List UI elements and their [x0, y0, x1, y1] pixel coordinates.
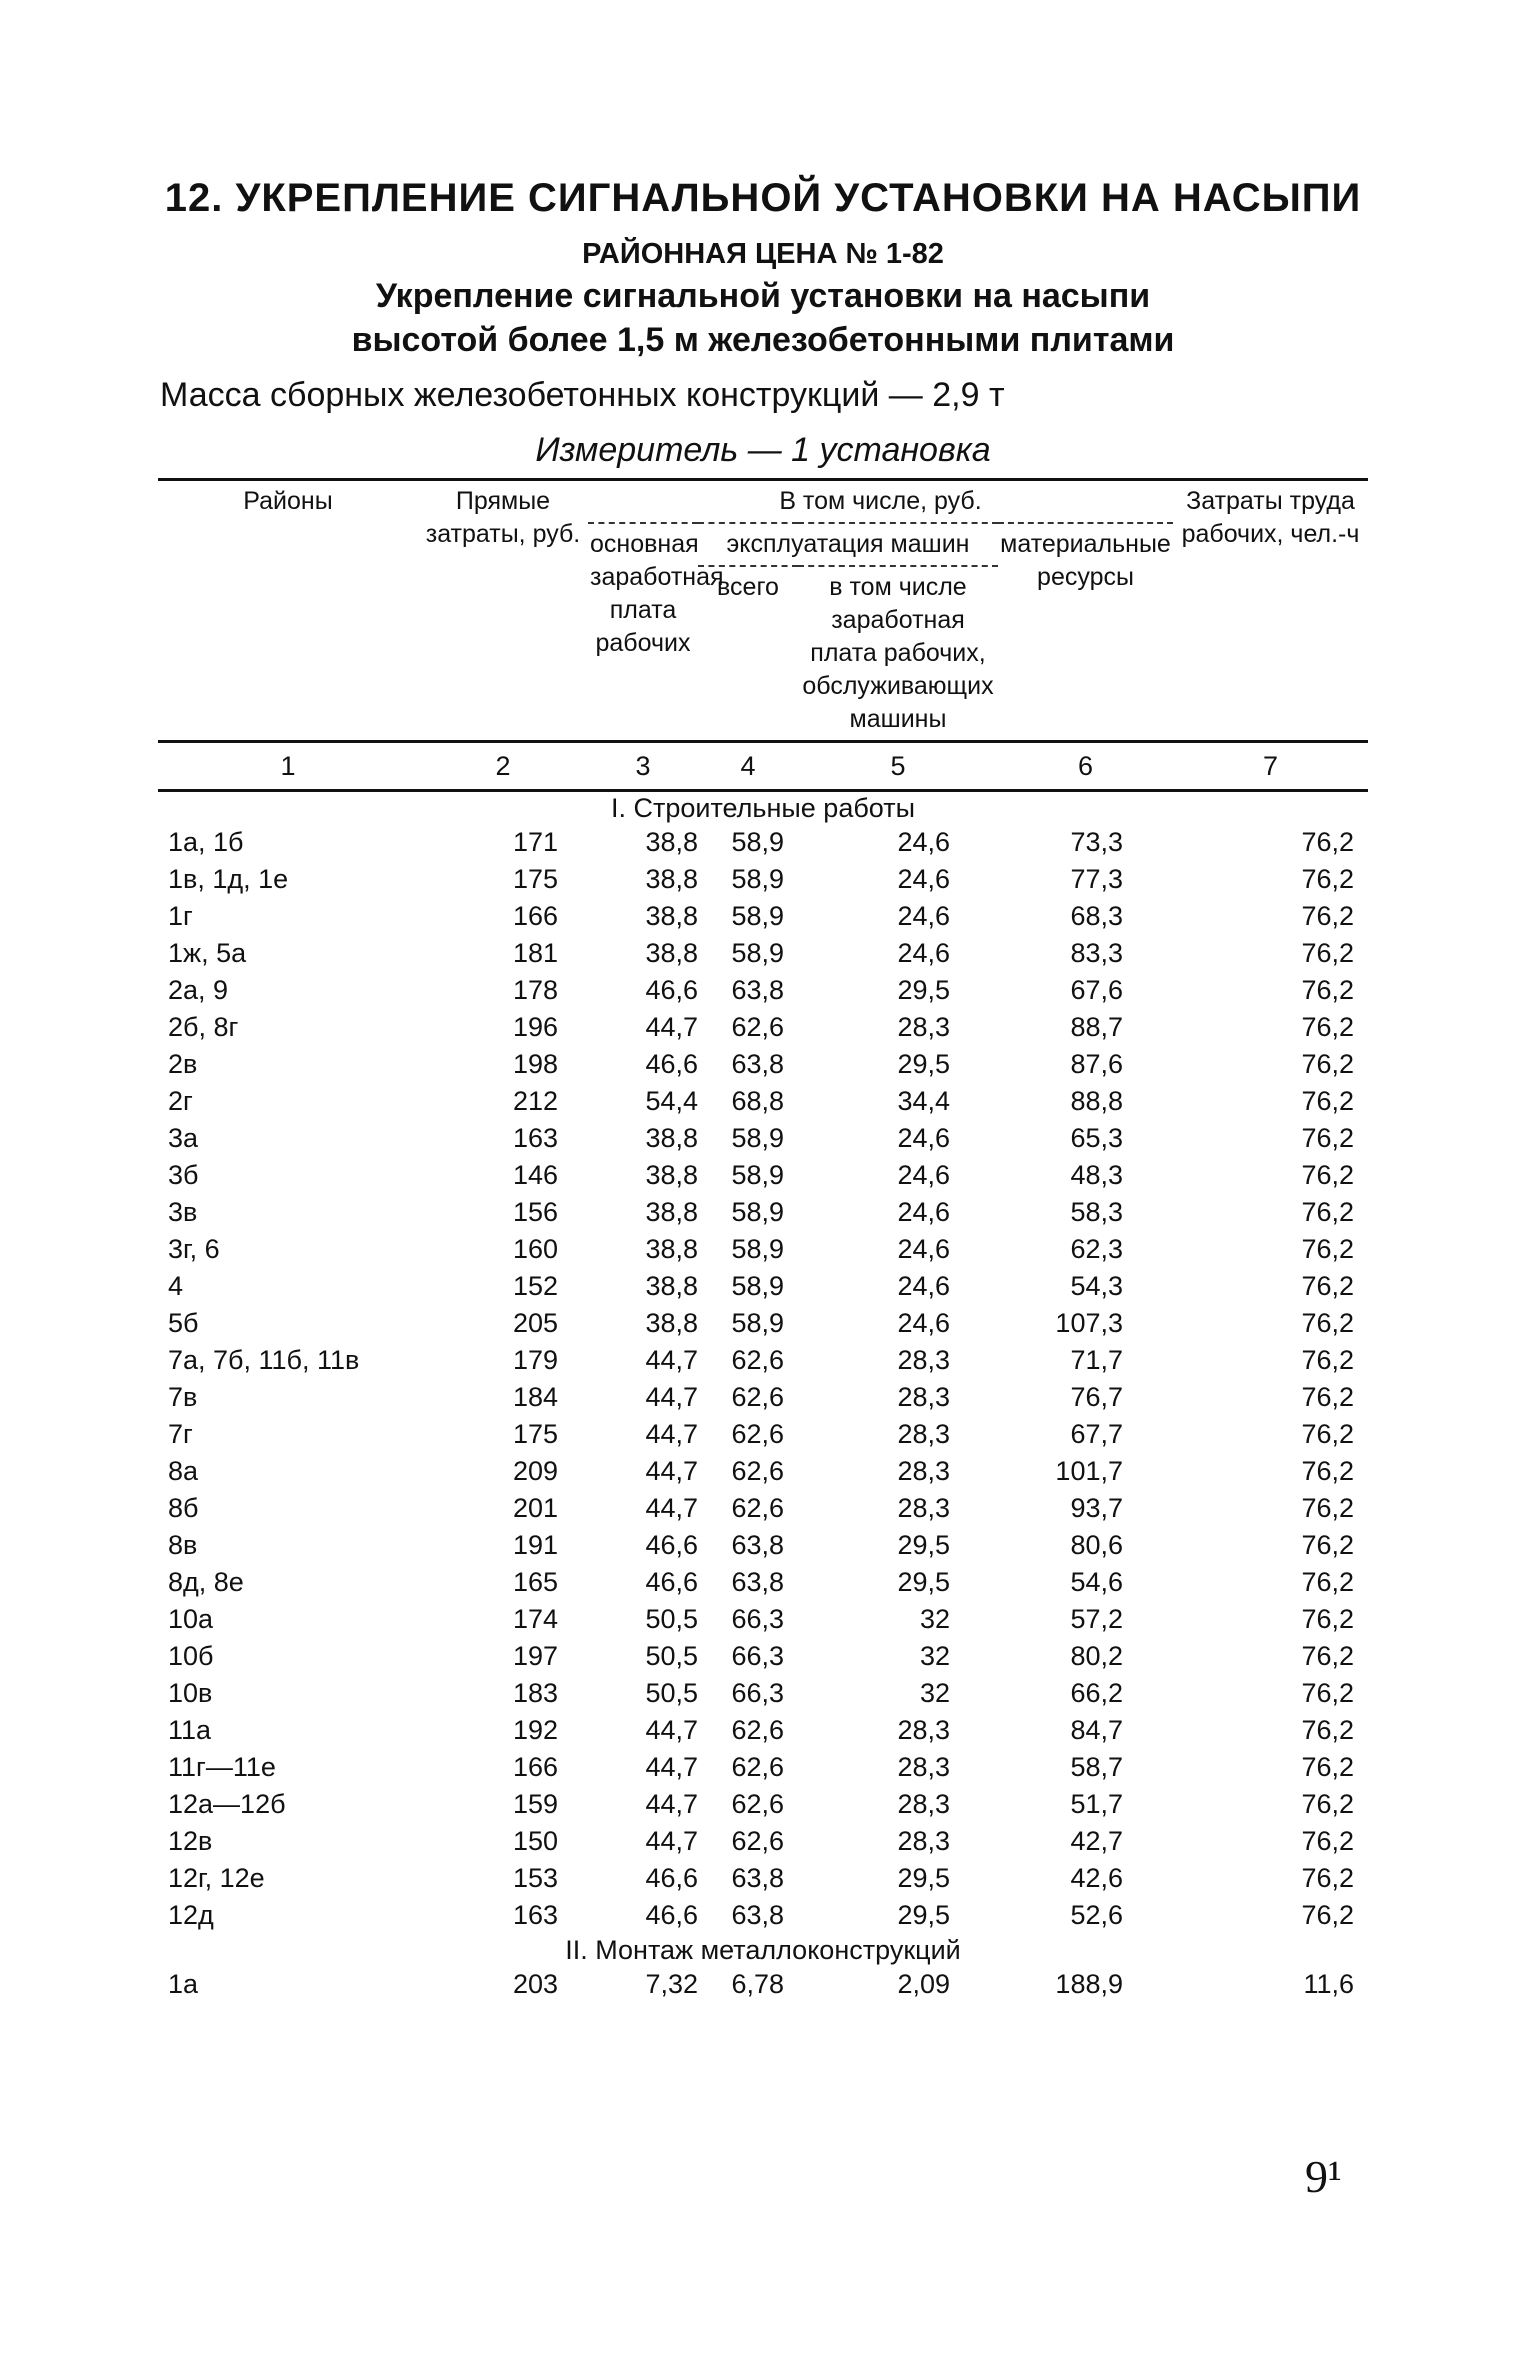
- cell-salary: 46,6: [645, 975, 698, 1005]
- cell-direct-costs: 159: [512, 1789, 558, 1819]
- header-direct-costs: Прямые затраты, руб.: [418, 480, 588, 742]
- table-row: [158, 1675, 1368, 1712]
- cell-machines-total: 63,8: [731, 1049, 784, 1079]
- cell-machines-salary: 24,6: [897, 938, 950, 968]
- table-row: [158, 1046, 1368, 1083]
- cell-labor: 76,2: [1301, 1678, 1354, 1708]
- column-numbers-row: [158, 742, 1368, 791]
- cell-region: 8в: [168, 1530, 198, 1560]
- cell-machines-salary: 24,6: [897, 1308, 950, 1338]
- cell-salary: 38,8: [645, 864, 698, 894]
- cell-labor: 76,2: [1301, 1345, 1354, 1375]
- cell-machines-salary: 29,5: [897, 975, 950, 1005]
- cell-region: 2г: [168, 1086, 193, 1116]
- table-row: [158, 1897, 1368, 1934]
- cell-salary: 46,6: [645, 1530, 698, 1560]
- cell-materials: 68,3: [1070, 901, 1123, 931]
- cell-materials: 42,7: [1070, 1826, 1123, 1856]
- column-number: 3: [588, 742, 698, 791]
- cell-labor: 76,2: [1301, 1789, 1354, 1819]
- cell-direct-costs: 183: [512, 1678, 558, 1708]
- cell-machines-total: 58,9: [731, 1160, 784, 1190]
- cell-materials: 67,7: [1070, 1419, 1123, 1449]
- cell-labor: 76,2: [1301, 1604, 1354, 1634]
- price-table: [158, 478, 1368, 2003]
- cell-machines-total: 66,3: [731, 1641, 784, 1671]
- header-salary: основная заработная плата рабочих: [590, 530, 724, 657]
- header-machines-total: всего: [717, 573, 779, 601]
- cell-labor: 76,2: [1301, 864, 1354, 894]
- cell-machines-total: 62,6: [731, 1715, 784, 1745]
- cell-salary: 44,7: [645, 1789, 698, 1819]
- table-row: [158, 1009, 1368, 1046]
- cell-machines-salary: 2,09: [897, 1969, 950, 1999]
- cell-salary: 38,8: [645, 1271, 698, 1301]
- cell-region: 3а: [168, 1123, 199, 1153]
- cell-labor: 76,2: [1301, 1641, 1354, 1671]
- cell-direct-costs: 174: [512, 1604, 558, 1634]
- cell-labor: 76,2: [1301, 1567, 1354, 1597]
- cell-salary: 46,6: [645, 1567, 698, 1597]
- cell-region: 3в: [168, 1197, 198, 1227]
- table-row: [158, 1231, 1368, 1268]
- cell-machines-total: 58,9: [731, 1271, 784, 1301]
- cell-labor: 76,2: [1301, 1419, 1354, 1449]
- cell-machines-total: 63,8: [731, 1900, 784, 1930]
- cell-materials: 62,3: [1070, 1234, 1123, 1264]
- cell-materials: 88,8: [1070, 1086, 1123, 1116]
- cell-region: 11а: [168, 1715, 212, 1745]
- cell-machines-salary: 24,6: [897, 1160, 950, 1190]
- table-row: [158, 1749, 1368, 1786]
- cell-machines-salary: 29,5: [897, 1049, 950, 1079]
- cell-machines-total: 63,8: [731, 1567, 784, 1597]
- cell-direct-costs: 175: [512, 864, 558, 894]
- table-header: [158, 480, 1368, 791]
- cell-materials: 65,3: [1070, 1123, 1123, 1153]
- cell-materials: 93,7: [1070, 1493, 1123, 1523]
- cell-machines-total: 66,3: [731, 1604, 784, 1634]
- cell-direct-costs: 153: [512, 1863, 558, 1893]
- cell-salary: 50,5: [645, 1678, 698, 1708]
- cell-labor: 76,2: [1301, 1530, 1354, 1560]
- cell-direct-costs: 203: [512, 1969, 558, 1999]
- table-row: [158, 935, 1368, 972]
- cell-machines-salary: 34,4: [897, 1086, 950, 1116]
- cell-labor: 76,2: [1301, 901, 1354, 931]
- cell-machines-total: 62,6: [731, 1456, 784, 1486]
- cell-labor: 76,2: [1301, 1086, 1354, 1116]
- cell-machines-salary: 24,6: [897, 1197, 950, 1227]
- cell-machines-total: 62,6: [731, 1789, 784, 1819]
- cell-region: 12г, 12е: [168, 1863, 265, 1893]
- cell-region: 3г, 6: [168, 1234, 220, 1264]
- table-row: [158, 1083, 1368, 1120]
- cell-materials: 188,9: [1055, 1969, 1123, 1999]
- price-code: РАЙОННАЯ ЦЕНА № 1-82: [582, 238, 944, 270]
- cell-materials: 76,7: [1070, 1382, 1123, 1412]
- page-number: 9¹: [1305, 2151, 1342, 2202]
- cell-machines-salary: 29,5: [897, 1900, 950, 1930]
- cell-machines-total: 62,6: [731, 1493, 784, 1523]
- table-row: [158, 1379, 1368, 1416]
- table-row: [158, 1966, 1368, 2003]
- section-2-rows: [158, 1966, 1368, 2003]
- cell-machines-total: 62,6: [731, 1012, 784, 1042]
- cell-labor: 76,2: [1301, 1234, 1354, 1264]
- cell-direct-costs: 191: [512, 1530, 558, 1560]
- table-row: [158, 1268, 1368, 1305]
- cell-salary: 38,8: [645, 827, 698, 857]
- cell-machines-total: 58,9: [731, 827, 784, 857]
- cell-machines-salary: 24,6: [897, 1271, 950, 1301]
- table-row: [158, 1786, 1368, 1823]
- table-row: [158, 1157, 1368, 1194]
- cell-salary: 44,7: [645, 1826, 698, 1856]
- cell-materials: 101,7: [1055, 1456, 1123, 1486]
- cell-machines-salary: 24,6: [897, 1123, 950, 1153]
- table-row: [158, 1490, 1368, 1527]
- subtitle-line-1: Укрепление сигнальной установки на насыпи: [375, 277, 1151, 315]
- cell-region: 1а, 1б: [168, 827, 244, 857]
- table-row: [158, 1527, 1368, 1564]
- cell-direct-costs: 181: [512, 938, 558, 968]
- cell-materials: 42,6: [1070, 1863, 1123, 1893]
- cell-machines-salary: 28,3: [897, 1456, 950, 1486]
- cell-machines-salary: 28,3: [897, 1493, 950, 1523]
- cell-direct-costs: 209: [512, 1456, 558, 1486]
- cell-machines-total: 58,9: [731, 938, 784, 968]
- subtitle-line-2: высотой более 1,5 м железобетонными плитами: [351, 321, 1175, 359]
- cell-materials: 67,6: [1070, 975, 1123, 1005]
- table-row: [158, 1564, 1368, 1601]
- column-number: 4: [698, 742, 798, 791]
- cell-labor: 76,2: [1301, 1382, 1354, 1412]
- cell-direct-costs: 196: [512, 1012, 558, 1042]
- table-row: [158, 898, 1368, 935]
- cell-machines-salary: 28,3: [897, 1382, 950, 1412]
- cell-materials: 107,3: [1055, 1308, 1123, 1338]
- cell-labor: 76,2: [1301, 1826, 1354, 1856]
- table-row: [158, 1860, 1368, 1897]
- cell-salary: 44,7: [645, 1715, 698, 1745]
- cell-materials: 73,3: [1070, 827, 1123, 857]
- cell-labor: 76,2: [1301, 1197, 1354, 1227]
- cell-machines-salary: 29,5: [897, 1530, 950, 1560]
- cell-salary: 44,7: [645, 1419, 698, 1449]
- cell-direct-costs: 175: [512, 1419, 558, 1449]
- cell-machines-total: 62,6: [731, 1382, 784, 1412]
- cell-machines-salary: 24,6: [897, 901, 950, 931]
- cell-machines-salary: 28,3: [897, 1752, 950, 1782]
- table-row: [158, 1823, 1368, 1860]
- cell-salary: 44,7: [645, 1493, 698, 1523]
- cell-machines-total: 68,8: [731, 1086, 784, 1116]
- cell-machines-salary: 32: [919, 1641, 950, 1671]
- cell-region: 10в: [168, 1678, 213, 1708]
- cell-machines-salary: 28,3: [897, 1012, 950, 1042]
- section-title-metal: II. Монтаж металлоконструкций: [565, 1935, 961, 1965]
- table-row: [158, 972, 1368, 1009]
- column-number: 5: [798, 742, 998, 791]
- cell-machines-total: 63,8: [731, 1530, 784, 1560]
- cell-direct-costs: 166: [512, 1752, 558, 1782]
- cell-machines-salary: 28,3: [897, 1345, 950, 1375]
- cell-direct-costs: 192: [512, 1715, 558, 1745]
- cell-materials: 52,6: [1070, 1900, 1123, 1930]
- cell-labor: 11,6: [1303, 1969, 1354, 1999]
- cell-machines-total: 62,6: [731, 1752, 784, 1782]
- section-1-title-body: [158, 791, 1368, 825]
- cell-labor: 76,2: [1301, 938, 1354, 968]
- cell-machines-salary: 24,6: [897, 864, 950, 894]
- header-materials: материальные ресурсы: [1000, 530, 1171, 591]
- cell-machines-salary: 24,6: [897, 1234, 950, 1264]
- cell-machines-total: 62,6: [731, 1419, 784, 1449]
- cell-materials: 83,3: [1070, 938, 1123, 968]
- cell-direct-costs: 178: [512, 975, 558, 1005]
- header-labor-costs: Затраты труда рабочих, чел.-ч: [1173, 480, 1368, 742]
- cell-materials: 48,3: [1070, 1160, 1123, 1190]
- cell-salary: 38,8: [645, 1197, 698, 1227]
- cell-direct-costs: 163: [512, 1900, 558, 1930]
- cell-direct-costs: 146: [512, 1160, 558, 1190]
- cell-machines-salary: 24,6: [897, 827, 950, 857]
- table-row: [158, 1712, 1368, 1749]
- cell-materials: 71,7: [1070, 1345, 1123, 1375]
- column-number: 6: [998, 742, 1173, 791]
- cell-salary: 46,6: [645, 1049, 698, 1079]
- cell-region: 2а, 9: [168, 975, 229, 1005]
- cell-labor: 76,2: [1301, 975, 1354, 1005]
- cell-direct-costs: 184: [512, 1382, 558, 1412]
- cell-machines-salary: 28,3: [897, 1419, 950, 1449]
- cell-direct-costs: 212: [512, 1086, 558, 1116]
- cell-salary: 44,7: [645, 1752, 698, 1782]
- cell-machines-total: 58,9: [731, 901, 784, 931]
- cell-materials: 88,7: [1070, 1012, 1123, 1042]
- cell-materials: 54,6: [1070, 1567, 1123, 1597]
- cell-salary: 38,8: [645, 938, 698, 968]
- table-row: [158, 861, 1368, 898]
- cell-salary: 38,8: [645, 1160, 698, 1190]
- cell-salary: 46,6: [645, 1863, 698, 1893]
- cell-labor: 76,2: [1301, 1308, 1354, 1338]
- cell-region: 10б: [168, 1641, 214, 1671]
- cell-region: 7в: [168, 1382, 198, 1412]
- cell-labor: 76,2: [1301, 1271, 1354, 1301]
- cell-materials: 80,2: [1070, 1641, 1123, 1671]
- header-machines: эксплуатация машин: [698, 523, 998, 566]
- table-row: [158, 1120, 1368, 1157]
- cell-region: 5б: [168, 1308, 199, 1338]
- header-machines-salary: в том числе заработная плата рабочих, обслуживающих машины: [802, 573, 994, 733]
- cell-salary: 38,8: [645, 1234, 698, 1264]
- cell-machines-salary: 28,3: [897, 1715, 950, 1745]
- cell-machines-total: 63,8: [731, 975, 784, 1005]
- cell-salary: 46,6: [645, 1900, 698, 1930]
- cell-region: 1в, 1д, 1е: [168, 864, 289, 894]
- cell-labor: 76,2: [1301, 1752, 1354, 1782]
- cell-region: 12а—12б: [168, 1789, 286, 1819]
- cell-machines-salary: 32: [919, 1678, 950, 1708]
- cell-labor: 76,2: [1301, 1900, 1354, 1930]
- cell-direct-costs: 163: [512, 1123, 558, 1153]
- cell-salary: 54,4: [645, 1086, 698, 1116]
- cell-labor: 76,2: [1301, 827, 1354, 857]
- cell-direct-costs: 198: [512, 1049, 558, 1079]
- cell-machines-total: 58,9: [731, 1197, 784, 1227]
- cell-region: 7г: [168, 1419, 193, 1449]
- cell-region: 12д: [168, 1900, 214, 1930]
- cell-labor: 76,2: [1301, 1160, 1354, 1190]
- cell-machines-total: 58,9: [731, 1234, 784, 1264]
- table-row: [158, 1601, 1368, 1638]
- cell-machines-total: 62,6: [731, 1826, 784, 1856]
- cell-region: 1г: [168, 901, 193, 931]
- cell-direct-costs: 179: [512, 1345, 558, 1375]
- cell-region: 10а: [168, 1604, 214, 1634]
- header-including: В том числе, руб.: [588, 480, 1173, 524]
- cell-labor: 76,2: [1301, 1493, 1354, 1523]
- cell-region: 8д, 8е: [168, 1567, 244, 1597]
- cell-salary: 44,7: [645, 1382, 698, 1412]
- cell-labor: 76,2: [1301, 1123, 1354, 1153]
- cell-machines-salary: 28,3: [897, 1826, 950, 1856]
- cell-machines-salary: 29,5: [897, 1567, 950, 1597]
- section-1-rows: [158, 824, 1368, 1934]
- cell-region: 11г—11е: [168, 1752, 276, 1782]
- cell-labor: 76,2: [1301, 1863, 1354, 1893]
- cell-machines-total: 58,9: [731, 1308, 784, 1338]
- cell-direct-costs: 197: [512, 1641, 558, 1671]
- cell-region: 8а: [168, 1456, 199, 1486]
- cell-salary: 7,32: [645, 1969, 698, 1999]
- header-regions: Районы: [158, 480, 418, 742]
- section-title-construction: I. Строительные работы: [610, 793, 915, 823]
- cell-materials: 58,3: [1070, 1197, 1123, 1227]
- cell-region: 7а, 7б, 11б, 11в: [168, 1345, 360, 1375]
- cell-materials: 54,3: [1070, 1271, 1123, 1301]
- cell-materials: 66,2: [1070, 1678, 1123, 1708]
- cell-direct-costs: 160: [512, 1234, 558, 1264]
- table-row: [158, 1305, 1368, 1342]
- cell-machines-salary: 28,3: [897, 1789, 950, 1819]
- cell-salary: 38,8: [645, 901, 698, 931]
- cell-materials: 58,7: [1070, 1752, 1123, 1782]
- cell-direct-costs: 166: [512, 901, 558, 931]
- cell-region: 3б: [168, 1160, 199, 1190]
- cell-machines-total: 6,78: [731, 1969, 784, 1999]
- cell-direct-costs: 150: [512, 1826, 558, 1856]
- cell-direct-costs: 201: [512, 1493, 558, 1523]
- mass-text: Масса сборных железобетонных конструкций — 2,9 т: [160, 376, 1005, 414]
- cell-materials: 57,2: [1070, 1604, 1123, 1634]
- cell-labor: 76,2: [1301, 1715, 1354, 1745]
- table-row: [158, 1342, 1368, 1379]
- cell-direct-costs: 165: [512, 1567, 558, 1597]
- cell-machines-total: 62,6: [731, 1345, 784, 1375]
- cell-materials: 87,6: [1070, 1049, 1123, 1079]
- cell-machines-total: 66,3: [731, 1678, 784, 1708]
- table-row: [158, 1453, 1368, 1490]
- cell-salary: 38,8: [645, 1308, 698, 1338]
- document-page: [158, 170, 1368, 2003]
- cell-labor: 76,2: [1301, 1012, 1354, 1042]
- cell-machines-salary: 32: [919, 1604, 950, 1634]
- cell-salary: 44,7: [645, 1345, 698, 1375]
- cell-region: 4: [168, 1271, 184, 1301]
- table-row: [158, 1194, 1368, 1231]
- cell-materials: 51,7: [1070, 1789, 1123, 1819]
- cell-machines-total: 58,9: [731, 1123, 784, 1153]
- cell-labor: 76,2: [1301, 1049, 1354, 1079]
- cell-salary: 50,5: [645, 1641, 698, 1671]
- cell-region: 2в: [168, 1049, 198, 1079]
- page-title: 12. УКРЕПЛЕНИЕ СИГНАЛЬНОЙ УСТАНОВКИ НА НАСЫПИ: [164, 176, 1362, 220]
- cell-salary: 38,8: [645, 1123, 698, 1153]
- cell-salary: 44,7: [645, 1456, 698, 1486]
- cell-direct-costs: 152: [512, 1271, 558, 1301]
- cell-direct-costs: 171: [512, 827, 558, 857]
- cell-direct-costs: 205: [512, 1308, 558, 1338]
- cell-region: 1ж, 5а: [168, 938, 247, 968]
- table-row: [158, 824, 1368, 861]
- cell-labor: 76,2: [1301, 1456, 1354, 1486]
- measure-unit: Измеритель — 1 установка: [535, 431, 991, 469]
- cell-region: 12в: [168, 1826, 213, 1856]
- cell-materials: 80,6: [1070, 1530, 1123, 1560]
- cell-region: 1а: [168, 1969, 199, 1999]
- cell-direct-costs: 156: [512, 1197, 558, 1227]
- cell-machines-total: 58,9: [731, 864, 784, 894]
- column-number: 7: [1173, 742, 1368, 791]
- cell-salary: 50,5: [645, 1604, 698, 1634]
- section-2-title-body: [158, 1934, 1368, 1966]
- cell-materials: 84,7: [1070, 1715, 1123, 1745]
- cell-salary: 44,7: [645, 1012, 698, 1042]
- table-row: [158, 1416, 1368, 1453]
- column-number: 2: [418, 742, 588, 791]
- column-number: 1: [158, 742, 418, 791]
- cell-materials: 77,3: [1070, 864, 1123, 894]
- cell-machines-total: 63,8: [731, 1863, 784, 1893]
- cell-machines-salary: 29,5: [897, 1863, 950, 1893]
- table-row: [158, 1638, 1368, 1675]
- cell-region: 8б: [168, 1493, 199, 1523]
- cell-region: 2б, 8г: [168, 1012, 239, 1042]
